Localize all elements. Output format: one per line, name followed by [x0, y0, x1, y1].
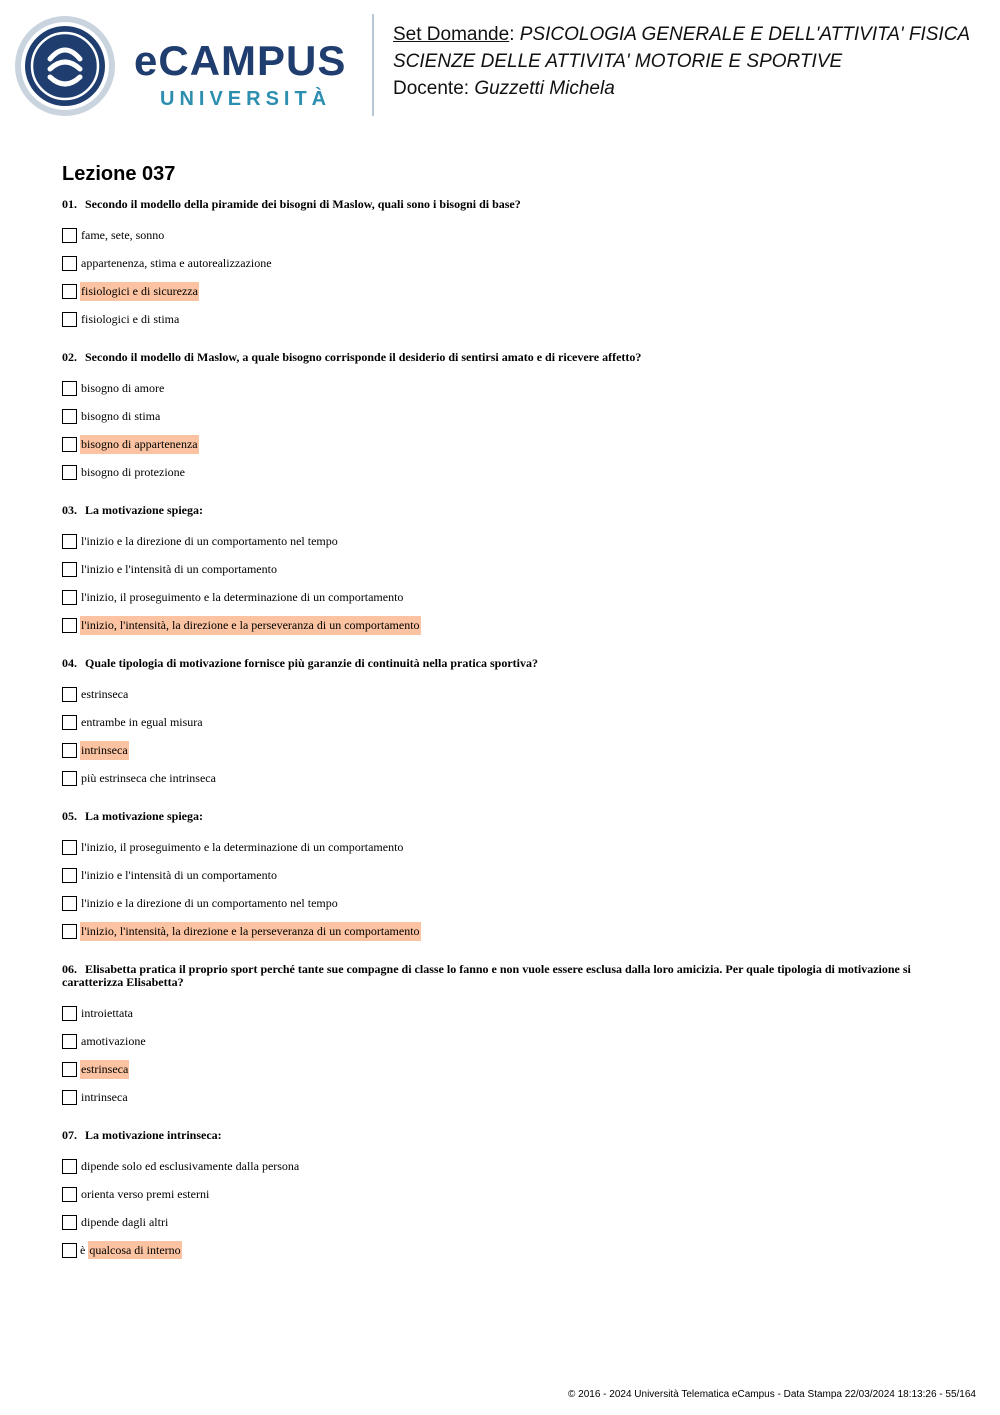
checkbox-icon[interactable] — [62, 284, 77, 299]
question-prompt: Secondo il modello di Maslow, a quale bisogno corrisponde il desiderio di sentirsi amato e di ricevere affetto? — [85, 350, 642, 364]
answer-option[interactable] — [62, 402, 942, 430]
checkbox-icon[interactable] — [62, 896, 77, 911]
checkbox-icon[interactable] — [62, 1006, 77, 1021]
question-number: 05. — [62, 809, 77, 823]
question-text — [62, 963, 942, 989]
answer-option[interactable] — [62, 764, 942, 792]
question-prompt: Quale tipologia di motivazione fornisce più garanzie di continuità nella pratica sportiva? — [85, 656, 538, 670]
question-number: 01. — [62, 197, 77, 211]
question-text — [62, 504, 942, 517]
checkbox-icon[interactable] — [62, 409, 77, 424]
checkbox-icon[interactable] — [62, 256, 77, 271]
header-divider — [372, 14, 374, 116]
answer-text: appartenenza, stima e autorealizzazione — [81, 255, 272, 270]
question-prompt: La motivazione spiega: — [85, 503, 203, 517]
answer-text: fisiologici e di stima — [81, 311, 180, 326]
checkbox-icon[interactable] — [62, 1034, 77, 1049]
answer-option[interactable] — [62, 527, 942, 555]
answer-text: dipende solo ed esclusivamente dalla persona — [81, 1158, 300, 1173]
answer-option[interactable] — [62, 1055, 942, 1083]
question-text — [62, 810, 942, 823]
answer-text: estrinseca — [81, 686, 129, 701]
checkbox-icon[interactable] — [62, 743, 77, 758]
answer-text — [80, 1243, 182, 1258]
page-header — [0, 0, 1000, 130]
teacher-line — [393, 75, 970, 102]
checkbox-icon[interactable] — [62, 534, 77, 549]
question-number: 07. — [62, 1128, 77, 1142]
checkbox-icon[interactable] — [62, 590, 77, 605]
question-05 — [62, 810, 942, 945]
answer-option[interactable] — [62, 917, 942, 945]
question-number: 04. — [62, 656, 77, 670]
checkbox-icon[interactable] — [62, 1062, 77, 1077]
correct-answer-text: bisogno di appartenenza — [80, 435, 199, 454]
answer-text: bisogno di stima — [81, 408, 161, 423]
answer-option[interactable] — [62, 1208, 942, 1236]
checkbox-icon[interactable] — [62, 618, 77, 633]
answer-text: intrinseca — [81, 1089, 128, 1104]
question-01 — [62, 198, 942, 333]
answer-option[interactable] — [62, 611, 942, 639]
answer-text: l'inizio, il proseguimento e la determinazione di un comportamento — [81, 839, 404, 854]
question-06 — [62, 963, 942, 1111]
course-name: PSICOLOGIA GENERALE E DELL'ATTIVITA' FISICA — [519, 24, 971, 45]
checkbox-icon[interactable] — [62, 687, 77, 702]
checkbox-icon[interactable] — [62, 465, 77, 480]
quiz-content — [62, 162, 942, 1282]
question-number: 03. — [62, 503, 77, 517]
answer-text: amotivazione — [81, 1033, 146, 1048]
course-line-2 — [393, 48, 970, 75]
question-prompt: Secondo il modello della piramide dei bisogni di Maslow, quali sono i bisogni di base? — [85, 197, 521, 211]
question-text — [62, 1129, 942, 1142]
checkbox-icon[interactable] — [62, 228, 77, 243]
question-prompt: La motivazione intrinseca: — [85, 1128, 222, 1142]
correct-answer-text: l'inizio, l'intensità, la direzione e la perseveranza di un comportamento — [80, 922, 421, 941]
answer-option[interactable] — [62, 221, 942, 249]
logo-wordmark: eCAMPUS — [134, 37, 347, 84]
page-footer: © 2016 - 2024 Università Telematica eCampus - Data Stampa 22/03/2024 18:13:26 - 55/164 — [568, 1389, 976, 1400]
checkbox-icon[interactable] — [62, 1215, 77, 1230]
answer-option[interactable] — [62, 555, 942, 583]
answer-option[interactable] — [62, 583, 942, 611]
answer-text: bisogno di protezione — [81, 464, 185, 479]
checkbox-icon[interactable] — [62, 312, 77, 327]
correct-answer-text: intrinseca — [80, 741, 129, 760]
answer-text: l'inizio e la direzione di un comportamento nel tempo — [81, 895, 338, 910]
answer-text: più estrinseca che intrinseca — [81, 770, 216, 785]
checkbox-icon[interactable] — [62, 1090, 77, 1105]
answer-text: bisogno di amore — [81, 380, 165, 395]
answer-option[interactable] — [62, 1180, 942, 1208]
lesson-title: Lezione 037 — [62, 163, 176, 185]
checkbox-icon[interactable] — [62, 840, 77, 855]
checkbox-icon[interactable] — [62, 1243, 77, 1258]
answer-option[interactable] — [62, 249, 942, 277]
answer-text: introiettata — [81, 1005, 133, 1020]
correct-answer-highlight: qualcosa di interno — [89, 1242, 181, 1257]
answer-text: l'inizio e l'intensità di un comportamento — [81, 867, 277, 882]
question-prompt: La motivazione spiega: — [85, 809, 203, 823]
answer-option[interactable] — [62, 430, 942, 458]
header-info — [393, 21, 970, 102]
answer-option[interactable] — [62, 708, 942, 736]
answer-option[interactable] — [62, 1027, 942, 1055]
answer-text: fame, sete, sonno — [81, 227, 165, 242]
answer-option[interactable] — [62, 458, 942, 486]
question-text — [62, 657, 942, 670]
question-text — [62, 198, 942, 211]
answer-option[interactable] — [62, 1236, 942, 1264]
question-04 — [62, 657, 942, 792]
answer-text: l'inizio e l'intensità di un comportamento — [81, 561, 277, 576]
checkbox-icon[interactable] — [62, 1187, 77, 1202]
checkbox-icon[interactable] — [62, 715, 77, 730]
ecampus-logo-icon — [14, 15, 116, 117]
answer-text: orienta verso premi esterni — [81, 1186, 210, 1201]
correct-answer-text: l'inizio, l'intensità, la direzione e la perseveranza di un comportamento — [80, 616, 421, 635]
answer-option[interactable] — [62, 999, 942, 1027]
answer-option[interactable] — [62, 833, 942, 861]
teacher-name: Guzzetti Michela — [474, 78, 615, 99]
answer-option[interactable] — [62, 861, 942, 889]
answer-option[interactable] — [62, 1083, 942, 1111]
answer-option[interactable] — [62, 889, 942, 917]
checkbox-icon[interactable] — [62, 771, 77, 786]
correct-answer-text: estrinseca — [80, 1060, 129, 1079]
course-program: SCIENZE DELLE ATTIVITA' MOTORIE E SPORTIVE — [393, 51, 843, 72]
logo-subtitle: UNIVERSITÀ — [160, 88, 332, 110]
question-02 — [62, 351, 942, 486]
question-prompt: Elisabetta pratica il proprio sport perché tante sue compagne di classe lo fanno e non vuole essere esclusa dalla loro amicizia. Per quale tipologia di motivazione si caratterizza Elisabetta? — [62, 962, 911, 989]
answer-text: l'inizio e la direzione di un comportamento nel tempo — [81, 533, 338, 548]
question-03 — [62, 504, 942, 639]
answer-text: entrambe in egual misura — [81, 714, 203, 729]
answer-option[interactable] — [62, 277, 942, 305]
checkbox-icon[interactable] — [62, 924, 77, 939]
correct-answer-text: fisiologici e di sicurezza — [80, 282, 199, 301]
answer-prefix: è — [80, 1242, 89, 1257]
question-07 — [62, 1129, 942, 1264]
question-number: 02. — [62, 350, 77, 364]
answer-option[interactable] — [62, 1152, 942, 1180]
set-label: Set Domande — [393, 24, 510, 45]
checkbox-icon[interactable] — [62, 437, 77, 452]
teacher-label: Docente: — [393, 78, 470, 99]
answer-option[interactable] — [62, 736, 942, 764]
answer-option[interactable] — [62, 374, 942, 402]
answer-text: dipende dagli altri — [81, 1214, 169, 1229]
question-list — [62, 198, 942, 1264]
checkbox-icon[interactable] — [62, 562, 77, 577]
question-text — [62, 351, 942, 364]
course-line-1: Set Domande: PSICOLOGIA GENERALE E DELL'ATTIVITA' FISICA — [393, 24, 971, 45]
question-number: 06. — [62, 962, 77, 976]
answer-option[interactable] — [62, 305, 942, 333]
answer-option[interactable] — [62, 680, 942, 708]
checkbox-icon[interactable] — [62, 868, 77, 883]
answer-text: l'inizio, il proseguimento e la determinazione di un comportamento — [81, 589, 404, 604]
checkbox-icon[interactable] — [62, 1159, 77, 1174]
checkbox-icon[interactable] — [62, 381, 77, 396]
